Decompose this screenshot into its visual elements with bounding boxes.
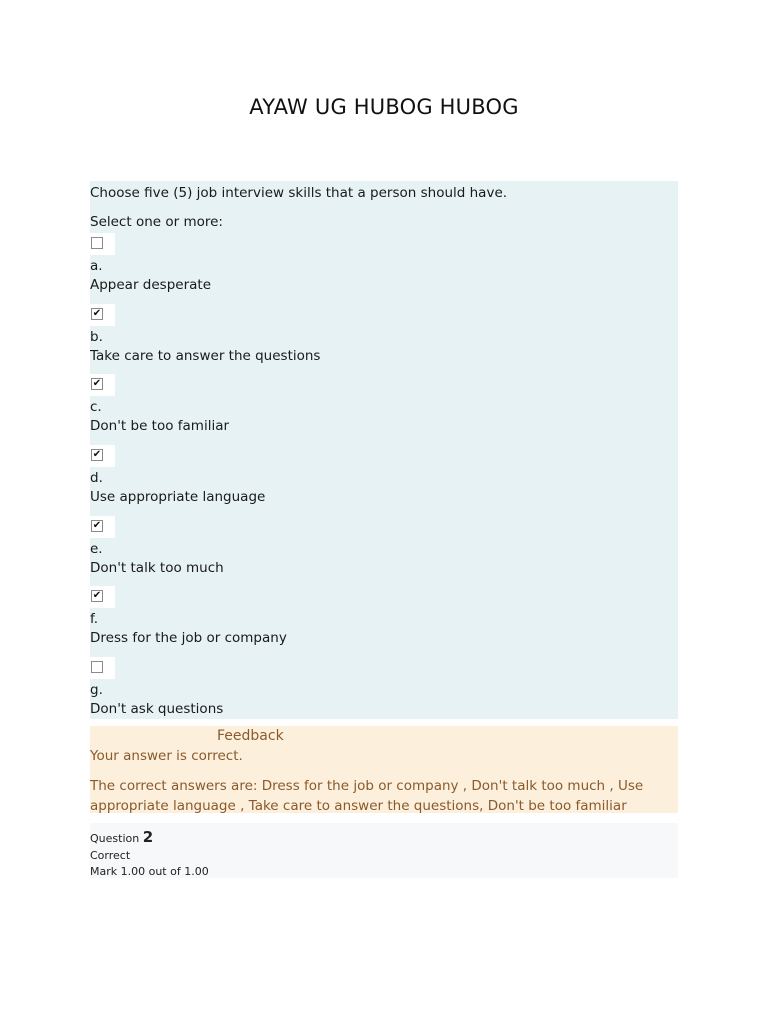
question-state: Correct [90,849,131,862]
question-box [90,181,678,719]
checkbox-container[interactable] [90,516,115,538]
question-text: Choose five (5) job interview skills that a person should have. [90,185,508,201]
question-mark: Mark 1.00 out of 1.00 [90,865,209,878]
option-letter: c. [90,399,102,415]
option-label[interactable]: Don't ask questions [90,701,224,717]
option-e [90,516,678,582]
option-letter: g. [90,682,103,698]
checkbox-container[interactable] [90,657,115,679]
option-letter: e. [90,541,103,557]
option-d [90,445,678,511]
checkbox-unchecked-icon[interactable] [91,237,103,249]
feedback-box [90,726,678,813]
checkbox-container[interactable] [90,445,115,467]
option-b [90,304,678,370]
option-letter: b. [90,329,103,345]
checkbox-checked-icon[interactable]: ✔ [92,308,102,319]
checkbox-unchecked-icon[interactable] [91,661,103,673]
option-label[interactable]: Take care to answer the questions [90,348,321,364]
checkbox-checked-icon[interactable]: ✔ [92,378,102,389]
checkbox-container[interactable] [90,233,115,255]
option-label[interactable]: Don't be too familiar [90,418,230,434]
option-label[interactable]: Appear desperate [90,277,211,293]
feedback-status: Your answer is correct. [90,748,243,764]
option-letter: d. [90,470,103,486]
checkbox-container[interactable] [90,304,115,326]
option-letter: f. [90,611,99,627]
option-label[interactable]: Don't talk too much [90,560,224,576]
option-g [90,657,678,723]
option-label[interactable]: Dress for the job or company [90,630,287,646]
question-label-text: Question [90,832,140,845]
page-title: AYAW UG HUBOG HUBOG [249,95,519,119]
option-c [90,374,678,440]
checkbox-checked-icon[interactable]: ✔ [92,590,102,601]
checkbox-checked-icon[interactable]: ✔ [92,520,102,531]
question-number: 2 [142,828,154,846]
option-label[interactable]: Use appropriate language [90,489,266,505]
feedback-correct-answers: The correct answers are: Dress for the job or company , Don't talk too much , Use appropriate language , Take care to answer the questions, Don't be too familiar [90,778,644,814]
option-letter: a. [90,258,103,274]
select-prompt: Select one or more: [90,214,223,230]
checkbox-container[interactable] [90,586,115,608]
feedback-heading: Feedback [217,728,284,744]
checkbox-checked-icon[interactable]: ✔ [92,449,102,460]
option-f [90,586,678,652]
question-info-box [90,823,678,878]
option-a [90,233,678,299]
question-label [90,828,153,846]
checkbox-container[interactable] [90,374,115,396]
